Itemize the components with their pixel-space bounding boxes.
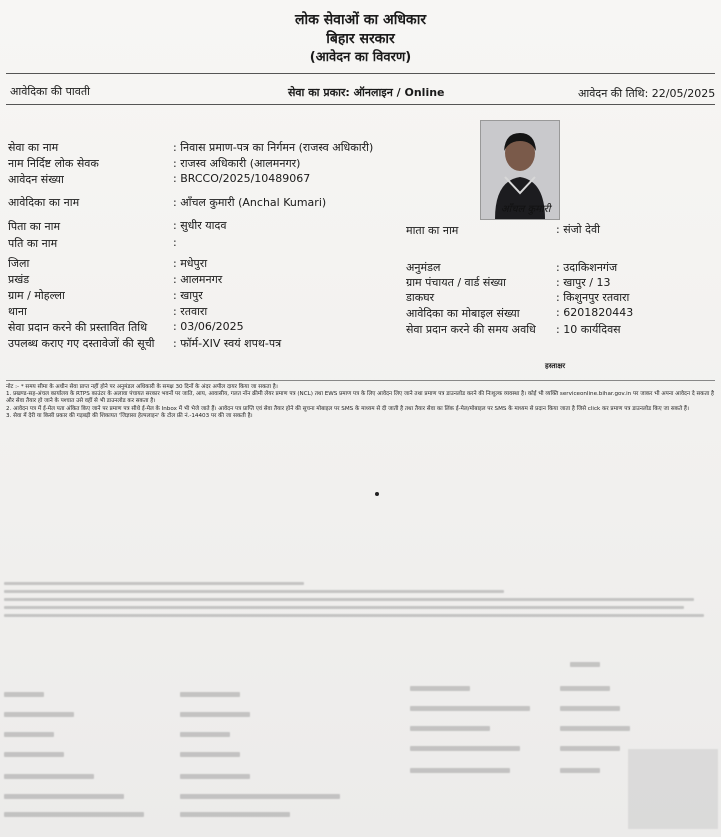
- divider-top: [6, 73, 715, 74]
- service-period-label: सेवा प्रदान करने की समय अवधि: [406, 323, 536, 336]
- note-intro: नोट :- * समय सीमा के अधीन सेवा प्राप्त नहीं होने पर अनुमंडल अधिकारी के समक्ष 30 दिनों के अंदर अपील दायर किया जा सकता है।: [6, 384, 278, 390]
- header-subtitle: (आवेदन का विवरण): [309, 50, 412, 65]
- officer-label: नाम निर्दिष्ट लोक सेवक: [8, 157, 99, 170]
- thana-value: : रतवारा: [173, 305, 208, 318]
- district-label: जिला: [8, 257, 30, 270]
- documents-label: उपलब्ध कराए गए दस्तावेजों की सूची: [8, 337, 155, 350]
- application-number-value: : BRCCO/2025/10489067: [173, 172, 311, 185]
- proposed-date-label: सेवा प्रदान करने की प्रस्तावित तिथि: [8, 321, 148, 334]
- father-name-value: : सुधीर यादव: [173, 219, 227, 232]
- header-title: लोक सेवाओं का अधिकार: [294, 12, 427, 28]
- divider-infobar: [6, 104, 715, 105]
- mother-name-value: : संजो देवी: [556, 223, 600, 236]
- block-label: प्रखंड: [8, 273, 30, 286]
- thana-label: थाना: [8, 305, 27, 318]
- proposed-date-value: : 03/06/2025: [173, 320, 244, 333]
- father-name-label: पिता का नाम: [8, 220, 61, 233]
- stray-dot: [375, 492, 379, 496]
- signature-label: हस्ताक्षर: [545, 362, 566, 370]
- bleed-through-area: [0, 515, 721, 837]
- service-period-value: : 10 कार्यदिवस: [556, 323, 621, 336]
- district-value: : मधेपुरा: [173, 257, 208, 270]
- panchayat-label: ग्राम पंचायत / वार्ड संख्या: [406, 276, 507, 289]
- applicant-name-value: : आँचल कुमारी (Anchal Kumari): [173, 196, 327, 209]
- panchayat-value: : खापुर / 13: [556, 276, 611, 289]
- village-value: : खापुर: [173, 289, 203, 302]
- documents-value: : फॉर्म-XIV स्वयं शपथ-पत्र: [173, 337, 282, 350]
- divider-notes: [6, 380, 715, 381]
- service-name-label: सेवा का नाम: [8, 141, 59, 154]
- receipt-label: आवेदिका की पावती: [10, 85, 90, 98]
- village-label: ग्राम / मोहल्ला: [8, 289, 65, 302]
- mobile-label: आवेदिका का मोबाइल संख्या: [406, 307, 520, 320]
- husband-name-label: पति का नाम: [8, 237, 58, 250]
- husband-name-value: :: [173, 236, 177, 249]
- note-2: 2. आवेदन पत्र में ई-मेल पता अंकित किए जाने पर प्रमाण पत्र सीधे ई-मेल के Inbox में भी भेजे जाते हैं। आवेदन पत्र प्राप्ति एवं सेवा तैयार होने की सूचना मोबाइल पर SMS के माध्यम से दी जाती है तथा तैयार सेवा का लिंक ई-मेल/मोबाइल पर SMS के माध्यम से प्रदान किया जाता है जिसे click कर प्रमाण पत्र डाउनलोड किए जा सकते हैं।: [6, 405, 689, 412]
- post-office-value: : किशुनपुर रतवारा: [556, 291, 630, 304]
- post-office-label: डाकघर: [406, 291, 435, 304]
- application-number-label: आवेदन संख्या: [8, 173, 64, 186]
- service-name-value: : निवास प्रमाण-पत्र का निर्गमन (राजस्व अधिकारी): [173, 141, 374, 154]
- note-1: 1. प्रखण्ड-सह-अंचल कार्यालय के RTPS काउंटर के अलावा पंचायत सरकार भवनों पर जाति, आय, आवासीय, गलत नॉन क्रीमी लेयर प्रमाण पत्र (NCL) तथा EWS प्रमाण पत्र के लिए आवेदन लिए जाने तथा प्रमाण पत्र डाउनलोड करने की निःशुल्क व्यवस्था है। कोई भी व्यक्ति serviceonline.bihar.gov.in पर जाकर भी अपना आवेदन दे सकता है और सेवा तैयार हो जाने के पश्चात उसे वहीं से भी डाउनलोड कर सकता है।: [6, 391, 714, 405]
- applicant-name-label: आवेदिका का नाम: [8, 196, 80, 209]
- subdivision-label: अनुमंडल: [406, 261, 441, 274]
- bleed-through-photo: [628, 749, 718, 829]
- block-value: : आलमनगर: [173, 273, 223, 286]
- note-3: 3. सेवा में देरी या किसी प्रकार की गड़बड़ी की शिकायत 'जिज्ञासा हेल्पलाइन' के टोल फ्री नं.-14403 पर की जा सकती है।: [6, 412, 253, 419]
- officer-value: : राजस्व अधिकारी (आलमनगर): [173, 157, 301, 170]
- mother-name-label: माता का नाम: [406, 224, 459, 237]
- notes-section: [6, 384, 714, 420]
- subdivision-value: : उदाकिशनगंज: [556, 261, 618, 274]
- service-type: सेवा का प्रकार: ऑनलाइन / Online: [288, 86, 445, 99]
- mobile-value: : 6201820443: [556, 306, 634, 319]
- header-government: बिहार सरकार: [326, 31, 395, 47]
- application-date: आवेदन की तिथि: 22/05/2025: [578, 87, 716, 100]
- applicant-photo: [480, 120, 560, 220]
- photo-signature: आँचल कुमारी: [501, 204, 551, 215]
